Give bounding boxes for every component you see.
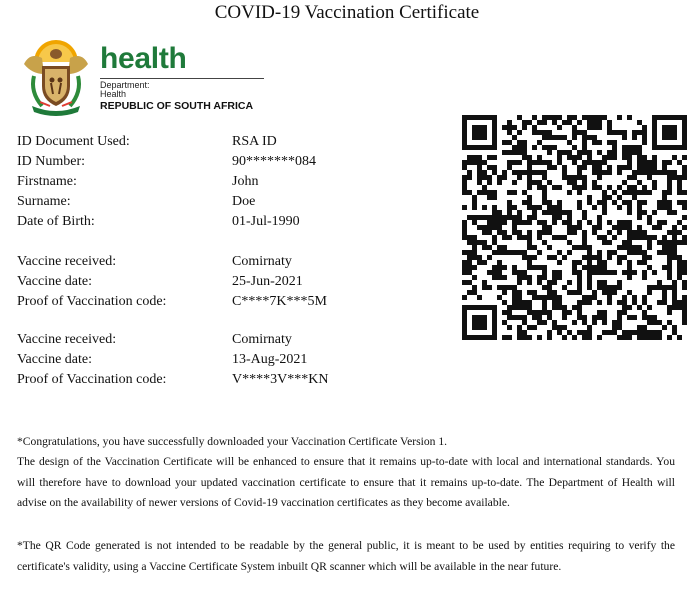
- field-value: 90*******084: [232, 154, 316, 169]
- detail-row: [17, 194, 437, 214]
- field-value: Doe: [232, 194, 256, 209]
- field-value: C****7K***5M: [232, 294, 327, 309]
- detail-row: [17, 254, 437, 274]
- detail-row: [17, 352, 437, 372]
- detail-row: [17, 372, 437, 392]
- field-label: Vaccine received:: [17, 332, 117, 347]
- qr-code-icon: [462, 114, 687, 341]
- field-label: Vaccine date:: [17, 274, 93, 289]
- field-label: Vaccine received:: [17, 254, 117, 269]
- field-label: ID Document Used:: [17, 134, 130, 149]
- qr-finder-pattern: [462, 305, 497, 340]
- country-label: REPUBLIC OF SOUTH AFRICA: [100, 100, 254, 112]
- qr-finder-pattern: [652, 115, 687, 150]
- field-value: Comirnaty: [232, 332, 292, 347]
- detail-row: [17, 214, 437, 234]
- congratulations-note: *Congratulations, you have successfully downloaded your Vaccination Certificate Version 1.: [17, 435, 448, 448]
- certificate-title: COVID-19 Vaccination Certificate: [214, 2, 480, 23]
- detail-row: [17, 294, 437, 314]
- certificate-design-note: The design of the Vaccination Certificate will be enhanced to ensure that it remains up-to-date with local and international standards. You will therefore have to download your updated vaccination certificate to ensure that it remains up-to-date. The Department of Health will advise on the availability of newer versions of Covid-19 vaccination certificates as they become available.: [17, 455, 675, 509]
- detail-row: [17, 332, 437, 352]
- field-value: V****3V***KN: [232, 372, 329, 387]
- field-value: RSA ID: [232, 134, 277, 149]
- field-value: 01-Jul-1990: [232, 214, 300, 229]
- field-label: Firstname:: [17, 174, 77, 189]
- qr-code-disclaimer: *The QR Code generated is not intended to be readable by the general public, it is meant to be used by entities requiring to verify the certificate's validity, using a Vaccine Certificate System inbuilt QR scanner which will be available in the near future.: [17, 539, 675, 573]
- field-value: 25-Jun-2021: [232, 274, 303, 289]
- detail-row: [17, 154, 437, 174]
- field-value: 13-Aug-2021: [232, 352, 308, 367]
- field-label: ID Number:: [17, 154, 86, 169]
- field-label: Surname:: [17, 194, 71, 209]
- field-value: Comirnaty: [232, 254, 292, 269]
- detail-row: [17, 274, 437, 294]
- field-label: Proof of Vaccination code:: [17, 294, 167, 309]
- qr-finder-pattern: [462, 115, 497, 150]
- detail-row: [17, 174, 437, 194]
- department-label: Department: Health: [100, 80, 150, 99]
- field-label: Date of Birth:: [17, 214, 95, 229]
- field-label: Vaccine date:: [17, 352, 93, 367]
- field-label: Proof of Vaccination code:: [17, 372, 167, 387]
- field-value: John: [232, 174, 259, 189]
- coat-of-arms-icon: [20, 40, 92, 116]
- health-brand-text: health: [100, 42, 187, 75]
- logo-divider: [100, 78, 264, 79]
- department-of-health-logo: [20, 40, 270, 118]
- detail-row: [17, 134, 437, 154]
